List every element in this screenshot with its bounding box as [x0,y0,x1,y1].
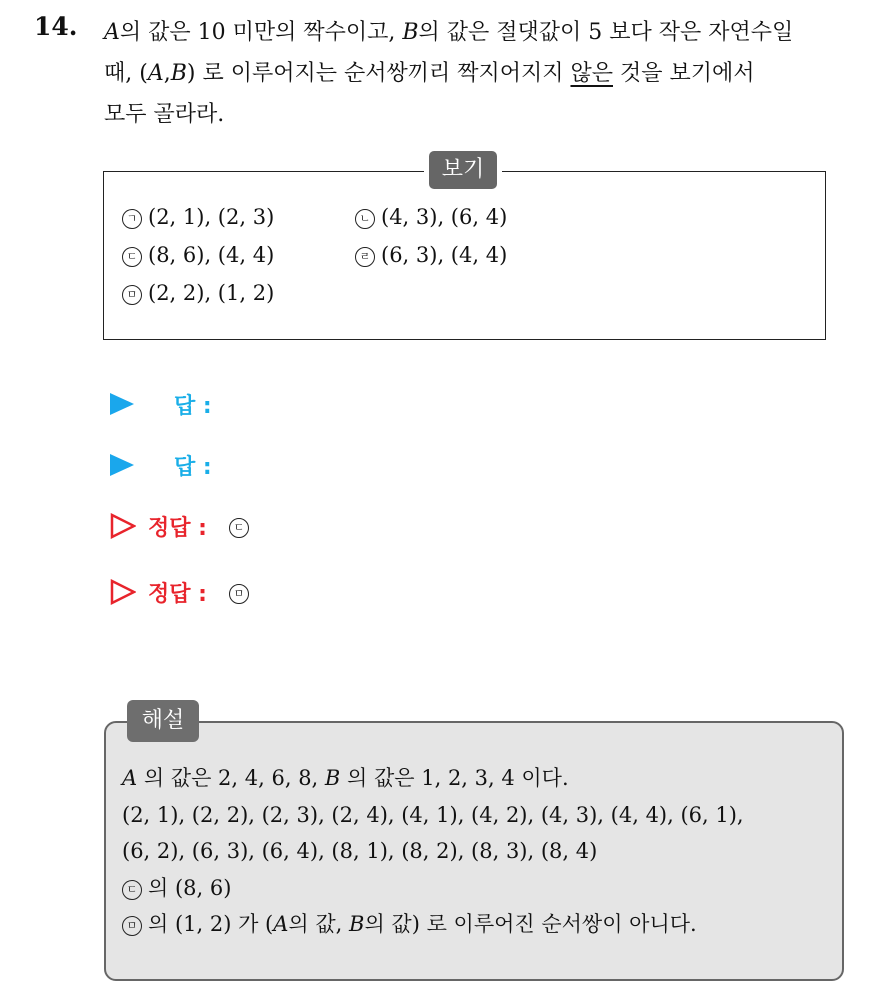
solution-line-5 [122,906,832,943]
solution-line-2: (2, 1), (2, 2), (2, 3), (2, 4), (4, 1), (4, 2), (4, 3), (4, 4), (6, 1), [122,802,744,827]
circled-digeut-mark: ㄷ [122,880,142,900]
correct-answer-label: 정답 : [148,581,207,607]
outline-triangle-icon [110,513,136,539]
outline-triangle-icon [110,579,136,605]
question-number: 14. [34,12,78,41]
choice-item-nieun [355,202,507,232]
solution-text-part: 의 값) 로 이루어진 순서쌍이 아니다. [364,912,697,936]
solution-text-part: 의 (1, 2) 가 ( [148,912,274,936]
solution-text-part: 의 (8, 6) [148,875,232,900]
circled-mieum-mark: ㅁ [122,916,142,936]
choice-text: (4, 3), (6, 4) [381,205,508,229]
var-a: A [273,912,289,936]
solution-text-part: 의 값은 2, 4, 6, 8, [137,766,325,790]
choice-text: (6, 3), (4, 4) [381,243,508,267]
var-b: B [324,766,341,790]
solution-line-3: (6, 2), (6, 3), (6, 4), (8, 1), (8, 2), (8, 3), (8, 4) [122,839,598,863]
choice-text: (2, 2), (1, 2) [148,281,275,305]
correct-answer-label: 정답 : [148,515,207,541]
solution-text-part: 의 값, [288,912,350,936]
correct-answer-value [229,580,255,605]
filled-triangle-icon [110,454,134,476]
circled-mieum-mark: ㅁ [229,584,249,604]
choice-item-mieum [122,278,274,308]
filled-triangle-icon [110,393,134,415]
answer-input-row-1[interactable] [110,386,212,422]
question-text-part: ) 로 이루어지는 순서쌍끼리 짝지어지지 [186,61,564,86]
var-a: A [104,20,120,45]
circled-digeut-mark: ㄷ [122,247,142,267]
solution-line-4 [122,870,832,907]
question-text-part: 것을 보기에서 [620,61,755,86]
bogi-title: 보기 [429,151,497,189]
answer-label: 답 : [174,454,212,480]
var-b: B [349,912,365,936]
circled-digeut-mark: ㄷ [229,518,249,538]
choice-item-rieul [355,240,507,270]
correct-answer-value [229,514,255,539]
circled-giyeok-mark: ㄱ [122,209,142,229]
circled-rieul-mark: ㄹ [355,247,375,267]
circled-mieum-mark: ㅁ [122,285,142,305]
solution-text-part: 의 값은 1, 2, 3, 4 이다. [340,766,569,790]
question-text-part: 의 값은 절댓값이 5 보다 작은 자연수일 [418,20,794,45]
choice-item-giyeok [122,202,274,232]
answer-label: 답 : [174,393,212,419]
choice-text: (2, 1), (2, 3) [148,205,275,229]
question-text [104,12,864,135]
solution-text [122,760,832,943]
question-text-part: 의 값은 10 미만의 짝수이고, [119,20,396,45]
choice-text: (8, 6), (4, 4) [148,243,275,267]
var-a: A [147,61,164,86]
underlined-word: 않은 [570,61,613,86]
circled-nieun-mark: ㄴ [355,209,375,229]
var-b: B [402,20,419,45]
solution-title: 해설 [127,700,199,742]
correct-answer-row-2 [110,574,255,610]
choice-item-digeut [122,240,274,270]
var-a: A [122,766,138,790]
question-line-3: 모두 골라라. [104,102,225,127]
question-line-1 [104,12,864,53]
question-line-2 [104,53,864,94]
correct-answer-row-1 [110,508,255,544]
solution-line-1 [122,760,832,797]
question-text-part: 때, ( [104,61,148,86]
question-text-part: , [163,61,171,86]
var-b: B [170,61,187,86]
answer-input-row-2[interactable] [110,447,212,483]
